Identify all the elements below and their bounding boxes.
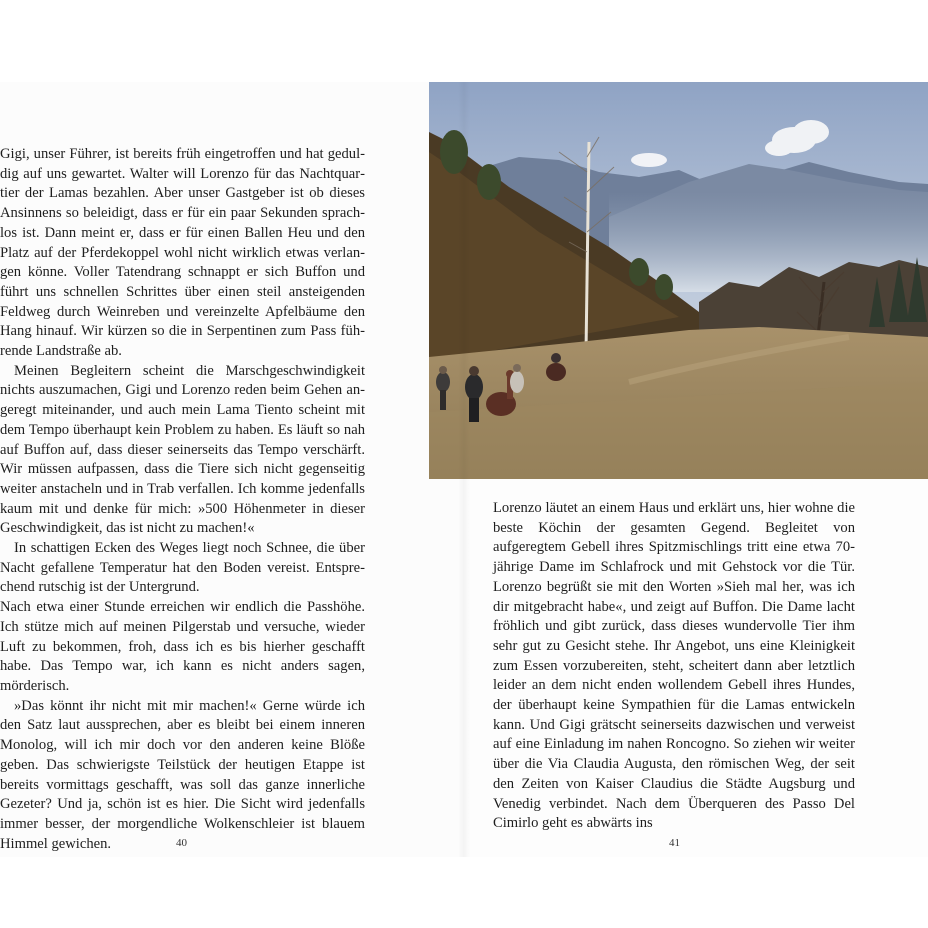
- paragraph: Meinen Begleitern scheint die Marschgeschwindigkeit nichts auszumachen, Gigi und Lorenzo reden beim Gehen angeregt miteinander, und auch mein Lama Tiento scheint mit dem Tempo überhaupt kein Problem zu haben. Es läuft so nah auf Buffon auf, dass dieser seinerseits das Tempo verschärft. Wir müssen aufpassen, dass die Tiere sich nicht gegenseitig weiter anstacheln und in Trab verfallen. Ich komme jedenfalls kaum mit und denke für mich: »500 Höhenmeter in dieser Geschwindigkeit, das ist nicht zu machen!«: [0, 362, 365, 537]
- page-number: 41: [669, 837, 680, 849]
- left-page-body: [0, 145, 365, 854]
- paragraph: Lorenzo läutet an einem Haus und erklärt uns, hier wohne die beste Köchin der gesamten Gegend. Begleitet von aufgeregtem Gebell ihres Spitzmischlings tritt eine etwa 70-jährige Dame im Schlafrock und mit Gehstock vor die Tür. Lorenzo begrüßt sie mit den Worten »Sieh mal her, was ich dir mitgebracht habe«, und zeigt auf Buffon. Die Dame lacht fröhlich und gibt zurück, dass dieses wundervolle Tier ihm sehr gut zu Gesicht stehe. Ihr Angebot, uns eine Kleinigkeit zum Essen vorzubereiten, steht, scheitert dann aber letztlich leider an dem nicht enden wollendem Gebell ihres Hundes, der überhaupt keine Sympathien für die Lamas entwickeln kann. Und Gigi grätscht seinerseits dazwischen und verweist auf eine Einladung im nahen Roncogno. So ziehen wir weiter über die Via Claudia Augusta, den römischen Weg, der seit den Zeiten von Kaiser Claudius die Städte Augsburg und Venedig verbindet. Nach dem Überqueren des Passo Del Cimirlo geht es abwärts ins: [493, 500, 855, 832]
- paragraph: In schattigen Ecken des Weges liegt noch Schnee, die über Nacht gefallene Temperatur hat den Boden vereist. Entsprechend rutschig ist der Untergrund.: [0, 540, 365, 596]
- right-page-body: [493, 499, 855, 834]
- book-spread: [0, 82, 928, 857]
- paragraph: Nach etwa einer Stunde erreichen wir endlich die Passhöhe. Ich stütze mich auf meinen Pilgerstab und versuche, wieder Luft zu bekommen, froh, dass ich es bis hierher geschafft habe. Das Tempo war, ich kann es nicht anders sagen, mörderisch.: [0, 599, 365, 694]
- page-number: 40: [176, 837, 187, 849]
- landscape-photo: [429, 82, 928, 479]
- paragraph: »Das könnt ihr nicht mit mir machen!« Gerne würde ich den Satz laut aussprechen, aber es bleibt bei einem inneren Monolog, will ich mir doch vor den anderen keine Blöße geben. Das schwierigste Teilstück der heutigen Etappe ist bereits vormittags geschafft, was soll das ganze innerliche Gezeter? Und ja, schön ist es hier. Die Sicht wird jedenfalls immer besser, der morgendliche Wolkenschleier ist blauem Himmel gewichen.: [0, 697, 365, 852]
- gutter-shadow: [458, 82, 470, 857]
- right-page: [464, 82, 928, 857]
- left-page: [0, 82, 464, 857]
- paragraph: Gigi, unser Führer, ist bereits früh eingetroffen und hat geduldig auf uns gewartet. Walter will Lorenzo für das Nachtquartier der Lamas bezahlen. Aber unser Gastgeber ist ob dieses Ansinnens so beleidigt, dass er für ein paar Sekunden sprachlos ist. Dann meint er, dass er für einen Ballen Heu und den Platz auf der Pferdekoppel wohl nicht wirklich etwas verlangen könne. Voller Tatendrang schnappt er sich Buffon und führt uns schnellen Schrittes über einen steil ansteigenden Feldweg durch Weinreben und vereinzelte Apfelbäume den Hang hinauf. Wir kürzen so die in Serpentinen zum Pass führende Landstraße ab.: [0, 146, 365, 360]
